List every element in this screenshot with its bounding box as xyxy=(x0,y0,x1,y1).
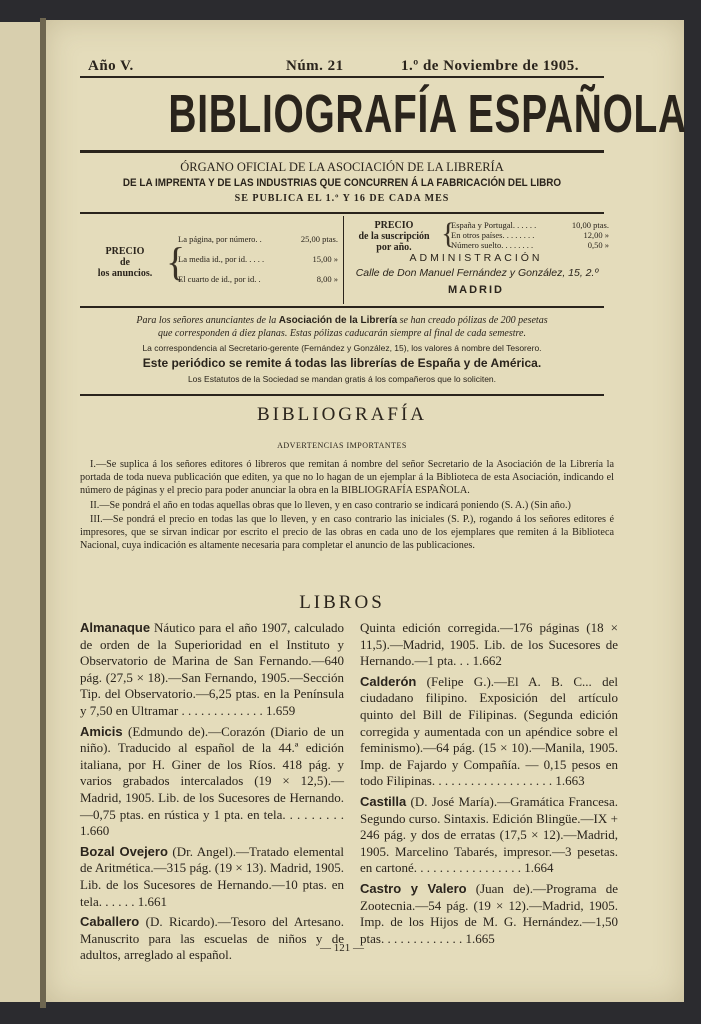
journal-page xyxy=(46,20,687,1002)
book-entry-details: (D. Ricardo).—Tesoro del Artesano. Manuscrito para las escuelas de niños y de adultos, arreglado al español. xyxy=(80,914,344,963)
issue-date: 1.º de Noviembre de 1905. xyxy=(401,58,579,74)
subtitle-organ: ÓRGANO OFICIAL DE LA ASOCIACIÓN DE LA LIBRERÍA xyxy=(180,160,504,174)
book-entry-author: Castilla xyxy=(360,793,407,809)
book-entry xyxy=(360,620,618,670)
subscription-price-label xyxy=(346,220,442,253)
book-entry-details: (Edmundo de).—Corazón (Diario de un niño). Traducido al español de la 44.ª edición italiana, por H. Giner de los Ríos. 418 pág. y varios grabados intercalados (19 × 12,5).—Madrid, 1905. Lib. de los Sucesores de Hernando.—0,75 ptas. en rústica y 1 pta. en tela. . . . . . . . . 1.660 xyxy=(80,723,344,839)
subscription-row-label: España y Portugal. . . . . . xyxy=(451,220,537,230)
price-box-rule xyxy=(80,306,604,308)
book-entry-details: (Juan de).—Programa de Zootecnia.—54 pág. (19 × 12).—Madrid, 1905. Imp. de los Hijos de M. G. Hernández.—1,50 ptas. . . . . . . . . . . . . 1.665 xyxy=(360,880,618,946)
ads-price-label xyxy=(90,246,160,279)
ads-price-label-line1: PRECIO xyxy=(105,246,145,257)
notice-association-name: Asociación de la Librería xyxy=(278,315,398,326)
subtitle-rule xyxy=(80,212,604,214)
ads-price-row-label: La página, por número. . xyxy=(178,234,262,244)
title-rule xyxy=(80,150,604,153)
subscription-row-value: 10,00 ptas. xyxy=(571,220,609,230)
subscription-price-row xyxy=(451,230,609,240)
book-entry-author: Calderón xyxy=(360,673,417,689)
book-entry xyxy=(80,620,344,720)
ads-price-label-line3: los anuncios. xyxy=(97,268,153,279)
book-entry-author: Almanaque xyxy=(80,620,151,635)
book-entry-details: Náutico para el año 1907, calculado de orden de la Superioridad en el Instituto y Observatorio de Marina de San Fernando.—640 pág. (27,5 × 18).—San Fernando, 1905.—Sección Tip. del Observatorio.—6,25 ptas. en la Península y 7,50 en Ultramar . . . . . . . . . . . . . 1.659 xyxy=(80,620,344,718)
book-entry-author: Amicis xyxy=(80,723,123,739)
book-entry-details: (Dr. Angel).—Tratado elemental de Aritmética.—315 pág. (19 × 13). Madrid, 1905. Lib. de los Sucesores de Hernando.—10 ptas. en tela. . . . . . 1.661 xyxy=(80,843,345,909)
advisory-paragraph: III.—Se pondrá el precio en todas las que lo lleven, y en caso contrario las iniciales (S. P.), rogando á los señores editores é impresores, que se sirvan indicar por escrito el precio de las obras en cada uno de los ejemplares que remiten á la Biblioteca Nacional, cuya indicación es altamente necesaria para completar el anuncio de las publicaciones. xyxy=(80,513,614,552)
advisories xyxy=(80,458,614,552)
notice-policies-1a: Para los señores anunciantes de la xyxy=(136,315,277,326)
book-entry-details: (Felipe G.).—El A. B. C... del ciudadano filipino. Exposición del artículo quinto del Bill de Filipinas. (Segunda edición corregida y aumentada con un apéndice sobre el feminismo).—64 pág. (15 × 10).—Manila, 1905. Imp. de Fajardo y Compañía. — 0,15 pesos en todo Filipinas. . . . . . . . . . . . . . . . . . . 1.663 xyxy=(360,673,618,789)
book-entry-author: Bozal Ovejero xyxy=(80,843,168,859)
ads-brace: { xyxy=(166,239,186,284)
subscription-label-line1: PRECIO xyxy=(374,220,414,231)
subscription-row-label: En otros países. . . . . . . . xyxy=(451,230,535,240)
subscription-brace: { xyxy=(441,217,456,250)
subscription-row-label: Número suelto. . . . . . . . xyxy=(451,240,534,250)
ads-price-row xyxy=(178,234,338,254)
administration-label: ADMINISTRACIÓN xyxy=(409,252,543,264)
subscription-label-line2: de la suscripción xyxy=(358,231,430,242)
notice-correspondence: La correspondencia al Secretario-gerente (Fernández y González, 15), los valores á nombre del Tesorero. xyxy=(142,343,542,353)
ads-price-row xyxy=(178,274,338,294)
header-rule xyxy=(80,76,604,78)
notice-policies-1c: se han creado pólizas de 200 pesetas xyxy=(399,315,548,326)
notice-policies-1 xyxy=(76,315,608,326)
subscription-price-row xyxy=(451,220,609,230)
book-entry xyxy=(80,914,344,964)
ads-price-row-value: 8,00 » xyxy=(316,274,338,284)
book-entry xyxy=(80,724,344,840)
subscription-price-row xyxy=(451,240,609,250)
book-entry xyxy=(360,881,618,947)
ads-price-row-value: 15,00 » xyxy=(312,254,338,264)
left-column xyxy=(80,620,344,968)
book-entry xyxy=(360,794,618,877)
issue-number: Núm. 21 xyxy=(286,58,344,74)
subtitle-schedule: SE PUBLICA EL 1.º Y 16 DE CADA MES xyxy=(234,193,450,204)
administration-city: MADRID xyxy=(448,284,504,296)
ads-price-row xyxy=(178,254,338,274)
ads-price-row-label: El cuarto de id., por id. . xyxy=(178,274,261,284)
subscription-label-line3: por año. xyxy=(376,242,412,253)
notice-rule xyxy=(80,394,604,396)
book-entry-details: (D. José María).—Gramática Francesa. Segundo curso. Sintaxis. Edición Blingüe.—IX + 246 pág. y dos de erratas (17,5 × 12).—Madrid, 1905. Marcelino Tabarés, impresor.—3 pesetas. en cartoné. . . . . . . . . . . . . . . . . 1.664 xyxy=(360,793,618,876)
ads-price-label-line2: de xyxy=(120,257,130,268)
administration-address: Calle de Don Manuel Fernández y González, 15, 2.º xyxy=(355,267,599,279)
notice-policies-2: que corresponden á diez planas. Estas pólizas caducarán siempre al final de cada semestre. xyxy=(157,328,526,339)
book-entry-details: Quinta edición corregida.—176 páginas (18 × 11,5).—Madrid, 1905. Lib. de los Sucesores de Hernando.—1 pta. . . 1.662 xyxy=(360,620,618,669)
notice-distribution: Este periódico se remite á todas las librerías de España y de América. xyxy=(142,356,542,370)
adjacent-page-edge xyxy=(0,22,42,1002)
journal-title: BIBLIOGRAFÍA ESPAÑOLA xyxy=(168,84,687,144)
ads-price-row-label: La media id., por id. . . . . xyxy=(178,254,265,264)
books-heading: LIBROS xyxy=(299,592,385,613)
subscription-price-table xyxy=(451,220,609,250)
right-column xyxy=(360,620,618,951)
book-entry xyxy=(80,844,344,910)
ads-price-table xyxy=(178,234,338,294)
book-entry xyxy=(360,674,618,790)
page-number: — 121 — xyxy=(320,942,364,954)
advisory-paragraph: II.—Se pondrá el año en todas aquellas obras que lo lleven, y en caso contrario se indicará poniendo (S. A.) (Sin año.) xyxy=(90,499,571,511)
subscription-row-value: 0,50 » xyxy=(587,240,609,250)
subtitle-industries: DE LA IMPRENTA Y DE LAS INDUSTRIAS QUE CONCURREN Á LA FABRICACIÓN DEL LIBRO xyxy=(122,177,562,189)
price-divider xyxy=(343,216,344,304)
notice-statutes: Los Estatutos de la Sociedad se mandan gratis á los compañeros que lo soliciten. xyxy=(187,374,497,384)
ads-price-row-value: 25,00 ptas. xyxy=(300,234,338,244)
section-subheading: ADVERTENCIAS IMPORTANTES xyxy=(277,441,407,450)
book-entry-author: Caballero xyxy=(80,914,140,930)
book-entry-author: Castro y Valero xyxy=(360,880,467,896)
subscription-row-value: 12,00 » xyxy=(583,230,609,240)
year-label: Año V. xyxy=(88,58,134,74)
advisory-paragraph: I.—Se suplica á los señores editores ó libreros que remitan á nombre del señor Secretario de la Asociación de la Librería la portada de toda nueva publicación que editen, ya que no lo hagan de un ejemplar á la Biblioteca de esta Asociación, indicando el número de páginas y el precio para poder anunciar la obra en la BIBLIOGRAFÍA ESPAÑOLA. xyxy=(80,459,614,497)
section-heading: BIBLIOGRAFÍA xyxy=(256,404,428,425)
